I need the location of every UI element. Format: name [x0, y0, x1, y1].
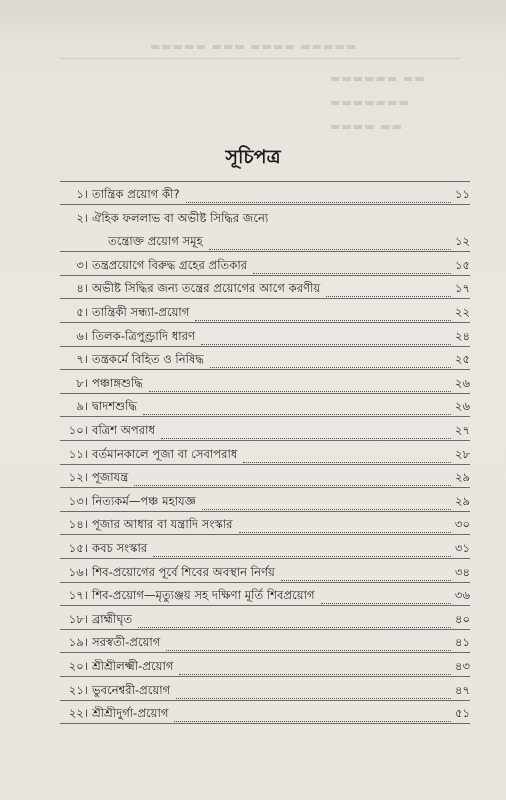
dotted-leader: [201, 328, 451, 345]
dotted-leader: [186, 186, 451, 203]
toc-entry-number: ৩।: [76, 258, 88, 272]
dotted-leader: [179, 658, 451, 675]
toc-entry-title: ঐহিক ফললাভ বা অভীষ্ট সিদ্ধির জন্যে: [92, 211, 269, 225]
row-divider: [60, 582, 470, 583]
row-divider: [60, 700, 470, 701]
toc-entry: [60, 513, 470, 536]
toc-entry-title: পূজার আধার বা যন্ত্রাদি সংস্কার: [92, 517, 233, 531]
row-divider: [60, 298, 470, 299]
toc-entry: [60, 277, 470, 300]
toc-entry-title: সরস্বতী-প্রয়োগ: [92, 635, 161, 649]
toc-entry: [60, 655, 470, 678]
toc-entry-number: ৫।: [76, 305, 88, 319]
toc-entry-title: বত্রিশ অপরাধ: [92, 423, 155, 437]
toc-entry-page: ২৮: [454, 447, 470, 461]
toc-entry-title: ভুবনেশ্বরী-প্রয়োগ: [92, 683, 171, 697]
dotted-leader: [138, 611, 451, 628]
toc-entry-number: ২০।: [68, 659, 88, 673]
toc-entry-page: ১৭: [454, 281, 470, 295]
toc-entry: [60, 608, 470, 631]
toc-entry-number: ১০।: [68, 423, 88, 437]
toc-entry-number: ১৮।: [68, 612, 88, 626]
row-divider: [60, 346, 470, 347]
toc-entry-title: পূজাযন্ত্র: [92, 470, 129, 484]
toc-entry: [60, 372, 470, 395]
show-through-mark: [60, 58, 460, 59]
row-divider: [60, 322, 470, 323]
toc-entry-title: তান্ত্রিকী সন্ধ্যা-প্রয়োগ: [92, 305, 190, 319]
row-divider: [60, 652, 470, 653]
dotted-leader: [134, 469, 451, 486]
toc-entry-page: ১৫: [454, 258, 470, 272]
dotted-leader: [166, 634, 451, 651]
toc-entry-number: ১২।: [68, 470, 88, 484]
toc-entry-title: বর্তমানকালে পূজা বা সেবাপরাধ: [92, 447, 238, 461]
row-divider: [60, 629, 470, 630]
toc-entry-title: শিব-প্রয়োগের পূর্বে শিবের অবস্থান নির্ণয়: [92, 565, 275, 579]
row-divider: [60, 723, 470, 724]
toc-entry-page: ৪৩: [454, 659, 470, 673]
toc-entry-page: ৪৭: [454, 683, 470, 697]
dotted-leader: [243, 446, 451, 463]
toc-entry-page: ৪১: [454, 635, 470, 649]
toc-entry-number: ১৭।: [68, 588, 88, 602]
toc-entry: [60, 348, 470, 371]
row-divider: [60, 534, 470, 535]
toc-entry: [60, 419, 470, 442]
toc-entry-number: ১৯।: [68, 635, 88, 649]
row-divider: [60, 464, 470, 465]
toc-entry: [60, 325, 470, 348]
row-divider: [60, 440, 470, 441]
row-divider: [60, 393, 470, 394]
row-divider: [60, 369, 470, 370]
toc-entry-page: ২২: [454, 305, 470, 319]
toc-entry-title: শ্রীশ্রীলক্ষ্মী-প্রয়োগ: [92, 659, 174, 673]
toc-entry-number: ৪।: [76, 281, 88, 295]
show-through-mark: ▬▬▬▬▬ ▬▬▬ ▬▬▬▬ ▬▬▬▬▬: [150, 40, 358, 53]
row-divider: [60, 605, 470, 606]
toc-entry: [60, 490, 470, 513]
toc-entry: [60, 395, 470, 418]
dotted-leader: [281, 564, 451, 581]
toc-entry: [60, 702, 470, 725]
toc-entry-number: ২।: [76, 211, 88, 225]
toc-entry-title: পঞ্চাঙ্গশুদ্ধি: [92, 376, 143, 390]
show-through-mark: ▬▬▬▬▬▬▬: [330, 96, 410, 109]
row-divider: [60, 275, 470, 276]
toc-entry-page: ১১: [454, 187, 470, 201]
toc-entry: [60, 207, 470, 230]
toc-entry-title: অভীষ্ট সিদ্ধির জন্য তন্ত্রের প্রয়োগের আগে করণীয়: [92, 281, 321, 295]
show-through-mark: ▬▬▬▬▬▬ ▬▬: [330, 72, 426, 85]
toc-entry-page: ৩৬: [454, 588, 470, 602]
toc-entry-number: ১৬।: [68, 565, 88, 579]
toc-entry-page: ১২: [454, 234, 470, 248]
toc-entry-page: ২৬: [454, 376, 470, 390]
toc-entry-title: তন্ত্রোক্ত প্রয়োগ সমূহ: [108, 234, 203, 248]
row-divider: [60, 204, 470, 205]
toc-entry: [60, 561, 470, 584]
toc-entry-page: ৩১: [454, 541, 470, 555]
toc-entry-page: ২৯: [454, 494, 470, 508]
dotted-leader: [153, 540, 451, 557]
toc-entry: [60, 183, 470, 206]
toc-entry: [60, 443, 470, 466]
toc-entry-page: ২৪: [454, 329, 470, 343]
dotted-leader: [149, 375, 451, 392]
row-divider: [60, 511, 470, 512]
toc-entry-number: ৯।: [76, 399, 88, 413]
toc-entry: [60, 631, 470, 654]
toc-entry-number: ১।: [76, 187, 88, 201]
toc-entry-title: নিত্যকর্ম—পঞ্চ মহাযজ্ঞ: [92, 494, 196, 508]
toc-entry-title: ব্রাহ্মীঘৃত: [92, 612, 133, 626]
dotted-leader: [321, 587, 451, 604]
toc-entry-title: তন্ত্রকর্মে বিহিত ও নিষিদ্ধ: [92, 352, 204, 366]
toc-entry-number: ৬।: [76, 329, 88, 343]
dotted-leader: [176, 682, 451, 699]
toc-entry-number: ১৩।: [68, 494, 88, 508]
toc-entry-title: কবচ সংস্কার: [92, 541, 148, 555]
row-divider: [60, 558, 470, 559]
row-divider: [60, 251, 470, 252]
toc-entry-page: ৫১: [454, 706, 470, 720]
toc-entry-number: ২২।: [68, 706, 88, 720]
toc-entry: [60, 230, 470, 253]
toc-entry-title: তিলক-ত্রিপুণ্ড্রাদি ধারণ: [92, 329, 196, 343]
toc-entry-page: ২৬: [454, 399, 470, 413]
dotted-leader: [143, 398, 451, 415]
toc-entry-page: ২৫: [454, 352, 470, 366]
toc-entry-number: ৭।: [76, 352, 88, 366]
dotted-leader: [202, 493, 451, 510]
dotted-leader: [195, 304, 451, 321]
toc-entry-title: শ্রীশ্রীদুর্গা-প্রয়োগ: [92, 706, 169, 720]
toc-entry-number: ১৪।: [68, 517, 88, 531]
toc-entry-title: তান্ত্রিক প্রয়োগ কী?: [92, 187, 180, 201]
dotted-leader: [253, 257, 451, 274]
toc-entry: [60, 466, 470, 489]
toc-entry: [60, 254, 470, 277]
toc-entry-number: ২১।: [68, 683, 88, 697]
toc-entry-title: তন্ত্রপ্রয়োগে বিরুদ্ধ গ্রহের প্রতিকার: [92, 258, 248, 272]
toc-entry-title: দ্বাদশশুদ্ধি: [92, 399, 138, 413]
row-divider: [60, 487, 470, 488]
dotted-leader: [210, 351, 451, 368]
toc-entry: [60, 679, 470, 702]
dotted-leader: [239, 516, 451, 533]
dotted-leader: [174, 705, 451, 722]
toc-entry-page: ৩৪: [454, 565, 470, 579]
dotted-leader: [326, 280, 451, 297]
toc-entry: [60, 537, 470, 560]
row-divider: [60, 416, 470, 417]
toc-entry-page: ৪০: [454, 612, 470, 626]
row-divider: [60, 676, 470, 677]
toc-entry: [60, 584, 470, 607]
dotted-leader: [209, 233, 451, 250]
toc-entry-page: ৩০: [454, 517, 470, 531]
toc-entry-number: ১৫।: [68, 541, 88, 555]
row-divider: [60, 181, 470, 182]
toc-entry-title: শিব-প্রয়োগ—মৃত্যুঞ্জয় সহ দক্ষিণা মূর্তি শিবপ্রয়োগ: [92, 588, 315, 602]
toc-entry-page: ২৯: [454, 470, 470, 484]
dotted-leader: [161, 422, 451, 439]
toc-entry-number: ৮।: [76, 376, 88, 390]
toc-entry: [60, 301, 470, 324]
show-through-mark: ▬▬▬▬ ▬▬: [330, 120, 403, 133]
toc-entry-page: ২৭: [454, 423, 470, 437]
page-title: সূচিপত্র: [225, 146, 281, 168]
toc-entry-number: ১১।: [68, 447, 88, 461]
